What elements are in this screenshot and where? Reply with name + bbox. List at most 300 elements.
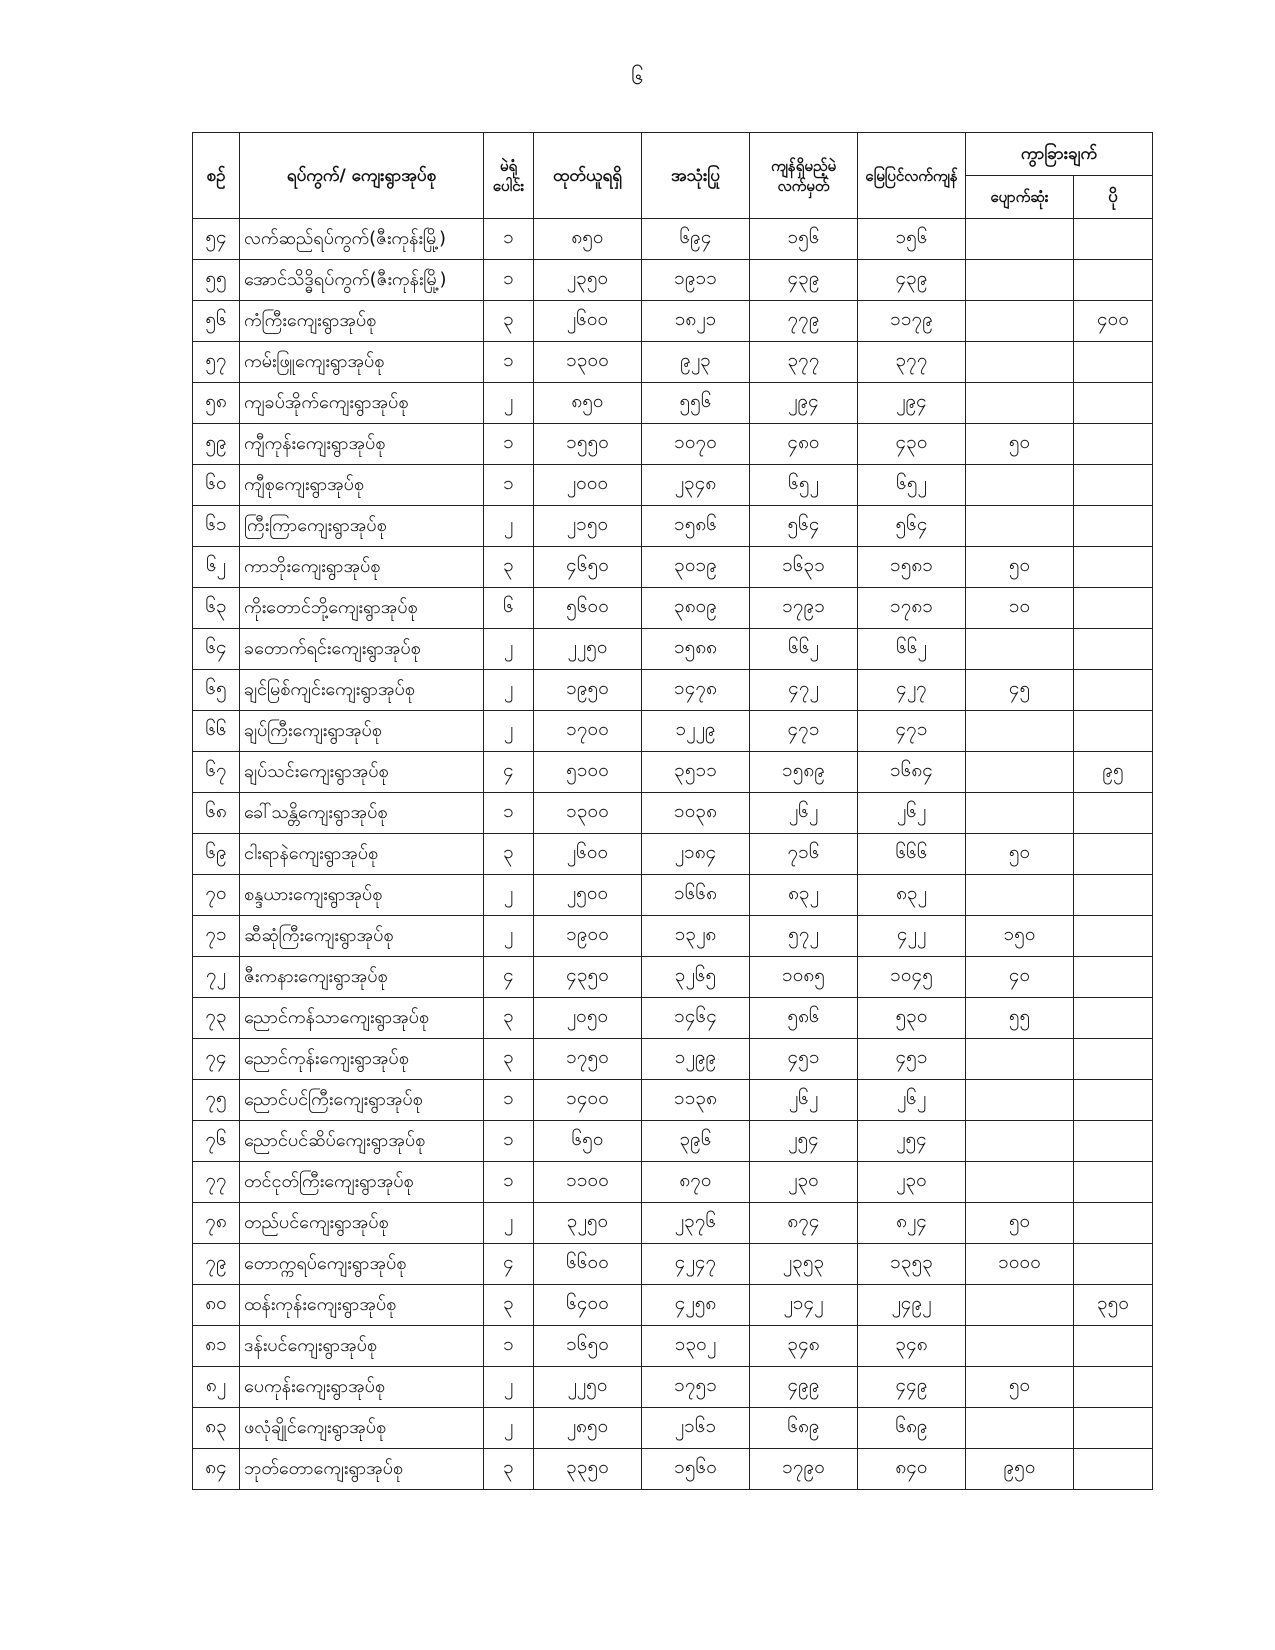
cell-received: ၂၁၅၀: [534, 506, 642, 547]
cell-expected: ၂၅၄: [750, 1121, 858, 1162]
cell-stations: ၄: [484, 752, 534, 793]
cell-used: ၃၈၀၉: [642, 588, 750, 629]
cell-received: ၂၅၀၀: [534, 875, 642, 916]
table-row: [193, 219, 1153, 260]
cell-name: ကံကြီးကျေးရွာအုပ်စု: [240, 301, 484, 342]
cell-ground: ၂၃၀: [858, 1162, 966, 1203]
cell-stations: ၁: [484, 1121, 534, 1162]
cell-received: ၁၁၀၀: [534, 1162, 642, 1203]
cell-used: ၁၉၁၁: [642, 260, 750, 301]
cell-stations: ၄: [484, 1244, 534, 1285]
cell-excess: [1074, 1408, 1153, 1449]
cell-missing: [966, 711, 1074, 752]
cell-stations: ၂: [484, 629, 534, 670]
table-row: [193, 506, 1153, 547]
cell-excess: [1074, 547, 1153, 588]
cell-expected: ၂၆၂: [750, 793, 858, 834]
table-row: [193, 260, 1153, 301]
cell-ground: ၈၃၂: [858, 875, 966, 916]
cell-missing: [966, 301, 1074, 342]
cell-name: တောက္ကရပ်ကျေးရွာအုပ်စု: [240, 1244, 484, 1285]
cell-used: ၁၄၇၈: [642, 670, 750, 711]
cell-name: ကိုးတောင်ဘို့ကျေးရွာအုပ်စု: [240, 588, 484, 629]
cell-received: ၆၆၀၀: [534, 1244, 642, 1285]
cell-ground: ၃၄၈: [858, 1326, 966, 1367]
cell-ground: ၁၆၈၄: [858, 752, 966, 793]
cell-stations: ၂: [484, 1408, 534, 1449]
cell-stations: ၁: [484, 342, 534, 383]
cell-expected: ၁၆၃၁: [750, 547, 858, 588]
cell-excess: [1074, 260, 1153, 301]
cell-no: ၇၂: [193, 957, 240, 998]
cell-ground: ၅၃၀: [858, 998, 966, 1039]
cell-no: ၆၃: [193, 588, 240, 629]
cell-received: ၈၅၀: [534, 383, 642, 424]
cell-used: ၁၃၀၂: [642, 1326, 750, 1367]
cell-excess: [1074, 916, 1153, 957]
cell-no: ၆၇: [193, 752, 240, 793]
cell-ground: ၆၅၂: [858, 465, 966, 506]
cell-no: ၆၉: [193, 834, 240, 875]
cell-expected: ၁၅၈၉: [750, 752, 858, 793]
cell-ground: ၁၁၇၉: [858, 301, 966, 342]
cell-stations: ၂: [484, 875, 534, 916]
cell-stations: ၂: [484, 1203, 534, 1244]
table-row: [193, 1203, 1153, 1244]
cell-excess: [1074, 998, 1153, 1039]
header-excess: ပို: [1074, 176, 1153, 219]
cell-received: ၈၅၀: [534, 219, 642, 260]
cell-name: ဘုတ်တောကျေးရွာအုပ်စု: [240, 1449, 484, 1490]
cell-name: ငါးရာနဲကျေးရွာအုပ်စု: [240, 834, 484, 875]
cell-expected: ၄၇၁: [750, 711, 858, 752]
cell-received: ၅၆၀၀: [534, 588, 642, 629]
header-difference: ကွာခြားချက်: [966, 133, 1153, 176]
cell-missing: ၅၀: [966, 547, 1074, 588]
cell-used: ၁၂၂၉: [642, 711, 750, 752]
cell-excess: [1074, 1244, 1153, 1285]
header-ground-remaining: မြေပြင်လက်ကျန်: [858, 133, 966, 219]
cell-name: ထန်းကုန်းကျေးရွာအုပ်စု: [240, 1285, 484, 1326]
cell-stations: ၃: [484, 998, 534, 1039]
cell-missing: [966, 219, 1074, 260]
cell-name: ဇီးကနားကျေးရွာအုပ်စု: [240, 957, 484, 998]
cell-used: ၃၅၁၁: [642, 752, 750, 793]
cell-ground: ၂၆၂: [858, 793, 966, 834]
cell-name: ဒန်းပင်ကျေးရွာအုပ်စု: [240, 1326, 484, 1367]
cell-no: ၅၇: [193, 342, 240, 383]
header-polling-stations: မဲရုံပေါင်း: [484, 133, 534, 219]
cell-name: ညောင်ကုန်းကျေးရွာအုပ်စု: [240, 1039, 484, 1080]
cell-ground: ၁၃၅၃: [858, 1244, 966, 1285]
cell-excess: [1074, 588, 1153, 629]
cell-name: ကျခပ်အိုက်ကျေးရွာအုပ်စု: [240, 383, 484, 424]
cell-name: ကျီစုကျေးရွာအုပ်စု: [240, 465, 484, 506]
table-row: [193, 588, 1153, 629]
cell-ground: ၄၃၀: [858, 424, 966, 465]
cell-excess: [1074, 506, 1153, 547]
cell-no: ၆၂: [193, 547, 240, 588]
cell-excess: [1074, 424, 1153, 465]
cell-name: ဆီဆုံကြီးကျေးရွာအုပ်စု: [240, 916, 484, 957]
cell-expected: ၂၉၄: [750, 383, 858, 424]
cell-no: ၆၀: [193, 465, 240, 506]
cell-used: ၁၆၆၈: [642, 875, 750, 916]
cell-ground: ၈၂၄: [858, 1203, 966, 1244]
cell-expected: ၄၈၀: [750, 424, 858, 465]
cell-expected: ၆၆၂: [750, 629, 858, 670]
cell-received: ၂၂၅၀: [534, 629, 642, 670]
cell-missing: ၅၀: [966, 1203, 1074, 1244]
table-row: [193, 711, 1153, 752]
cell-expected: ၅၇၂: [750, 916, 858, 957]
cell-missing: [966, 1408, 1074, 1449]
table-row: [193, 629, 1153, 670]
cell-excess: [1074, 711, 1153, 752]
cell-ground: ၂၆၂: [858, 1080, 966, 1121]
cell-excess: [1074, 1162, 1153, 1203]
cell-missing: ၉၅၀: [966, 1449, 1074, 1490]
cell-ground: ၄၂၇: [858, 670, 966, 711]
cell-used: ၉၂၃: [642, 342, 750, 383]
cell-ground: ၁၅၈၁: [858, 547, 966, 588]
cell-excess: [1074, 670, 1153, 711]
cell-name: ကာဘိုးကျေးရွာအုပ်စု: [240, 547, 484, 588]
cell-expected: ၈၃၂: [750, 875, 858, 916]
cell-stations: ၃: [484, 547, 534, 588]
cell-expected: ၄၉၉: [750, 1367, 858, 1408]
table-row: [193, 342, 1153, 383]
cell-used: ၁၀၃၈: [642, 793, 750, 834]
cell-missing: [966, 342, 1074, 383]
cell-ground: ၄၂၂: [858, 916, 966, 957]
cell-name: ဖလုံချိုင်ကျေးရွာအုပ်စု: [240, 1408, 484, 1449]
cell-used: ၂၁၈၄: [642, 834, 750, 875]
cell-stations: ၁: [484, 1080, 534, 1121]
table-row: [193, 1449, 1153, 1490]
cell-received: ၁၃၀၀: [534, 342, 642, 383]
cell-stations: ၁: [484, 260, 534, 301]
cell-received: ၂၃၅၀: [534, 260, 642, 301]
cell-missing: [966, 383, 1074, 424]
cell-stations: ၃: [484, 1449, 534, 1490]
cell-stations: ၃: [484, 834, 534, 875]
cell-no: ၅၅: [193, 260, 240, 301]
cell-no: ၆၁: [193, 506, 240, 547]
cell-no: ၇၁: [193, 916, 240, 957]
cell-expected: ၆၈၉: [750, 1408, 858, 1449]
cell-no: ၇၇: [193, 1162, 240, 1203]
cell-excess: [1074, 957, 1153, 998]
cell-expected: ၁၇၉၁: [750, 588, 858, 629]
cell-name: ကျီကုန်းကျေးရွာအုပ်စု: [240, 424, 484, 465]
cell-expected: ၇၁၆: [750, 834, 858, 875]
table-row: [193, 1162, 1153, 1203]
cell-missing: ၅၀: [966, 834, 1074, 875]
cell-no: ၈၃: [193, 1408, 240, 1449]
cell-used: ၃၉၆: [642, 1121, 750, 1162]
cell-missing: ၁၀၀၀: [966, 1244, 1074, 1285]
table-row: [193, 670, 1153, 711]
cell-ground: ၆၆၂: [858, 629, 966, 670]
cell-no: ၅၈: [193, 383, 240, 424]
header-no: စဉ်: [193, 133, 240, 219]
table-row: [193, 752, 1153, 793]
cell-received: ၁၇၅၀: [534, 1039, 642, 1080]
cell-used: ၁၈၂၁: [642, 301, 750, 342]
cell-no: ၆၄: [193, 629, 240, 670]
cell-missing: [966, 1039, 1074, 1080]
cell-no: ၇၉: [193, 1244, 240, 1285]
cell-excess: [1074, 1449, 1153, 1490]
cell-used: ၄၂၄၇: [642, 1244, 750, 1285]
cell-missing: [966, 1326, 1074, 1367]
cell-no: ၅၆: [193, 301, 240, 342]
cell-ground: ၄၅၁: [858, 1039, 966, 1080]
ballot-summary-table: [192, 132, 1153, 1490]
cell-name: လက်ဆည်ရပ်ကွက်(ဇီးကုန်းမြို့): [240, 219, 484, 260]
cell-ground: ၆၆၆: [858, 834, 966, 875]
cell-used: ၈၇၀: [642, 1162, 750, 1203]
cell-stations: ၆: [484, 588, 534, 629]
cell-missing: ၁၅၀: [966, 916, 1074, 957]
table-row: [193, 1039, 1153, 1080]
cell-stations: ၁: [484, 1326, 534, 1367]
cell-used: ၁၅၈၆: [642, 506, 750, 547]
cell-used: ၂၃၇၆: [642, 1203, 750, 1244]
cell-missing: ၅၀: [966, 1367, 1074, 1408]
cell-expected: ၆၅၂: [750, 465, 858, 506]
cell-no: ၇၄: [193, 1039, 240, 1080]
cell-received: ၁၉၅၀: [534, 670, 642, 711]
cell-no: ၇၆: [193, 1121, 240, 1162]
cell-stations: ၂: [484, 670, 534, 711]
cell-no: ၇၀: [193, 875, 240, 916]
cell-ground: ၂၄၉၂: [858, 1285, 966, 1326]
cell-received: ၁၅၅၀: [534, 424, 642, 465]
cell-expected: ၇၇၉: [750, 301, 858, 342]
cell-expected: ၅၆၄: [750, 506, 858, 547]
cell-missing: ၅၅: [966, 998, 1074, 1039]
cell-no: ၆၈: [193, 793, 240, 834]
table-row: [193, 1408, 1153, 1449]
cell-received: ၁၃၀၀: [534, 793, 642, 834]
cell-received: ၆၄၀၀: [534, 1285, 642, 1326]
table-row: [193, 1285, 1153, 1326]
table-row: [193, 1244, 1153, 1285]
cell-excess: [1074, 1080, 1153, 1121]
cell-used: ၃၀၁၉: [642, 547, 750, 588]
cell-received: ၂၆၀၀: [534, 834, 642, 875]
cell-missing: [966, 260, 1074, 301]
cell-received: ၄၆၅၀: [534, 547, 642, 588]
cell-expected: ၅၈၆: [750, 998, 858, 1039]
cell-excess: [1074, 629, 1153, 670]
cell-no: ၈၄: [193, 1449, 240, 1490]
cell-no: ၅၉: [193, 424, 240, 465]
cell-missing: [966, 875, 1074, 916]
cell-received: ၄၃၅၀: [534, 957, 642, 998]
cell-ground: ၂၅၄: [858, 1121, 966, 1162]
table-row: [193, 301, 1153, 342]
cell-excess: [1074, 793, 1153, 834]
cell-stations: ၁: [484, 465, 534, 506]
cell-name: ညောင်ပင်ကြီးကျေးရွာအုပ်စု: [240, 1080, 484, 1121]
cell-used: ၁၁၃၈: [642, 1080, 750, 1121]
cell-used: ၂၃၄၈: [642, 465, 750, 506]
cell-received: ၁၇၀၀: [534, 711, 642, 752]
cell-missing: [966, 1121, 1074, 1162]
table-row: [193, 1367, 1153, 1408]
cell-excess: [1074, 875, 1153, 916]
cell-used: ၆၉၄: [642, 219, 750, 260]
cell-used: ၃၂၆၅: [642, 957, 750, 998]
cell-ground: ၅၆၄: [858, 506, 966, 547]
cell-missing: [966, 1162, 1074, 1203]
cell-ground: ၄၄၉: [858, 1367, 966, 1408]
cell-used: ၁၃၂၈: [642, 916, 750, 957]
cell-missing: ၅၀: [966, 424, 1074, 465]
cell-used: ၁၅၆၀: [642, 1449, 750, 1490]
cell-stations: ၂: [484, 506, 534, 547]
cell-expected: ၄၃၉: [750, 260, 858, 301]
table-row: [193, 547, 1153, 588]
cell-received: ၆၅၀: [534, 1121, 642, 1162]
cell-name: ချပ်ကြီးကျေးရွာအုပ်စု: [240, 711, 484, 752]
cell-expected: ၁၇၉၀: [750, 1449, 858, 1490]
cell-used: ၁၀၇၀: [642, 424, 750, 465]
table-row: [193, 465, 1153, 506]
cell-used: ၄၂၅၈: [642, 1285, 750, 1326]
cell-no: ၅၄: [193, 219, 240, 260]
table-row: [193, 916, 1153, 957]
header-missing: ပျောက်ဆုံး: [966, 176, 1074, 219]
table-row: [193, 793, 1153, 834]
table-row: [193, 383, 1153, 424]
cell-received: ၁၆၅၀: [534, 1326, 642, 1367]
cell-stations: ၁: [484, 793, 534, 834]
cell-missing: ၄၅: [966, 670, 1074, 711]
cell-name: ခတောက်ရင်းကျေးရွာအုပ်စု: [240, 629, 484, 670]
cell-ground: ၁၇၈၁: [858, 588, 966, 629]
cell-received: ၃၂၅၀: [534, 1203, 642, 1244]
table-header: [193, 133, 1153, 219]
cell-stations: ၃: [484, 1285, 534, 1326]
cell-received: ၃၃၅၀: [534, 1449, 642, 1490]
table-row: [193, 1121, 1153, 1162]
cell-expected: ၂၁၄၂: [750, 1285, 858, 1326]
cell-expected: ၄၅၁: [750, 1039, 858, 1080]
cell-excess: [1074, 1326, 1153, 1367]
cell-missing: [966, 752, 1074, 793]
cell-excess: [1074, 219, 1153, 260]
cell-name: ချပ်သင်းကျေးရွာအုပ်စု: [240, 752, 484, 793]
table-row: [193, 834, 1153, 875]
cell-used: ၂၁၆၁: [642, 1408, 750, 1449]
cell-missing: [966, 506, 1074, 547]
cell-ground: ၃၇၇: [858, 342, 966, 383]
cell-name: ညောင်ကန်သာကျေးရွာအုပ်စု: [240, 998, 484, 1039]
cell-name: တင်ငုတ်ကြီးကျေးရွာအုပ်စု: [240, 1162, 484, 1203]
cell-missing: [966, 629, 1074, 670]
table-row: [193, 998, 1153, 1039]
cell-excess: [1074, 465, 1153, 506]
table-row: [193, 957, 1153, 998]
cell-name: ကမ်းဖြူကျေးရွာအုပ်စု: [240, 342, 484, 383]
cell-stations: ၃: [484, 301, 534, 342]
cell-missing: [966, 1285, 1074, 1326]
cell-excess: ၃၅၀: [1074, 1285, 1153, 1326]
cell-no: ၇၈: [193, 1203, 240, 1244]
cell-used: ၁၄၆၄: [642, 998, 750, 1039]
header-name: ရပ်ကွက်/ ကျေးရွာအုပ်စု: [240, 133, 484, 219]
cell-no: ၆၅: [193, 670, 240, 711]
cell-ground: ၁၀၄၅: [858, 957, 966, 998]
cell-ground: ၄၃၉: [858, 260, 966, 301]
cell-no: ၈၁: [193, 1326, 240, 1367]
cell-used: ၁၅၈၈: [642, 629, 750, 670]
cell-received: ၂၂၅၀: [534, 1367, 642, 1408]
cell-stations: ၄: [484, 957, 534, 998]
cell-received: ၁၄၀၀: [534, 1080, 642, 1121]
cell-received: ၂၀၀၀: [534, 465, 642, 506]
cell-excess: ၄၀၀: [1074, 301, 1153, 342]
cell-excess: [1074, 1039, 1153, 1080]
cell-excess: [1074, 342, 1153, 383]
cell-stations: ၃: [484, 1039, 534, 1080]
cell-received: ၂၆၀၀: [534, 301, 642, 342]
cell-stations: ၂: [484, 383, 534, 424]
cell-received: ၁၉၀၀: [534, 916, 642, 957]
cell-missing: [966, 793, 1074, 834]
cell-stations: ၂: [484, 1367, 534, 1408]
cell-ground: ၁၅၆: [858, 219, 966, 260]
cell-name: ညောင်ပင်ဆိပ်ကျေးရွာအုပ်စု: [240, 1121, 484, 1162]
cell-expected: ၃၄၈: [750, 1326, 858, 1367]
cell-expected: ၄၇၂: [750, 670, 858, 711]
cell-stations: ၁: [484, 219, 534, 260]
table-body: [193, 219, 1153, 1490]
cell-name: အောင်သိဒ္ဓိရပ်ကွက်(ဇီးကုန်းမြို့): [240, 260, 484, 301]
cell-used: ၁၂၉၉: [642, 1039, 750, 1080]
header-expected-remaining: ကျန်ရှိမည့်မဲလက်မှတ်: [750, 133, 858, 219]
header-received: ထုတ်ယူရရှိ: [534, 133, 642, 219]
cell-excess: [1074, 834, 1153, 875]
cell-ground: ၈၄၀: [858, 1449, 966, 1490]
cell-missing: [966, 1080, 1074, 1121]
page-number: ၆: [631, 65, 644, 90]
cell-no: ၆၆: [193, 711, 240, 752]
cell-ground: ၆၈၉: [858, 1408, 966, 1449]
cell-received: ၅၁၀၀: [534, 752, 642, 793]
cell-stations: ၂: [484, 916, 534, 957]
cell-stations: ၂: [484, 711, 534, 752]
cell-missing: [966, 465, 1074, 506]
cell-missing: ၁၀: [966, 588, 1074, 629]
cell-missing: ၄၀: [966, 957, 1074, 998]
cell-expected: ၁၀၈၅: [750, 957, 858, 998]
cell-excess: [1074, 1367, 1153, 1408]
cell-no: ၈၂: [193, 1367, 240, 1408]
cell-used: ၅၅၆: [642, 383, 750, 424]
cell-ground: ၄၇၁: [858, 711, 966, 752]
table-row: [193, 875, 1153, 916]
table-row: [193, 1326, 1153, 1367]
cell-ground: ၂၉၄: [858, 383, 966, 424]
cell-expected: ၈၇၄: [750, 1203, 858, 1244]
cell-name: ချင်မြစ်ကျင်းကျေးရွာအုပ်စု: [240, 670, 484, 711]
cell-excess: [1074, 1121, 1153, 1162]
